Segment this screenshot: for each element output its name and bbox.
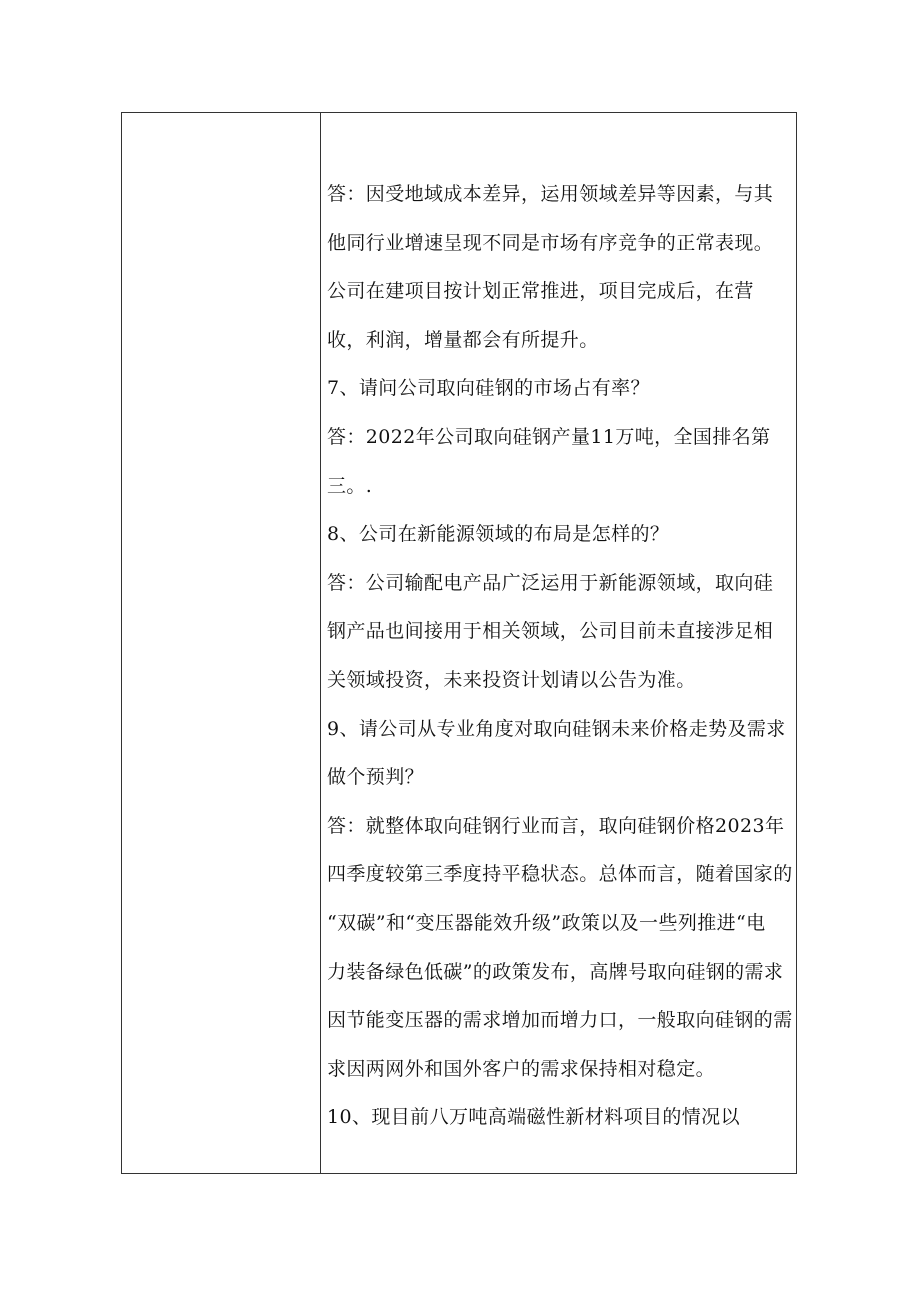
text-line: 力装备绿色低碳”的政策发布，高牌号取向硅钢的需求	[327, 960, 784, 983]
text-line: 收，利润，增量都会有所提升。	[327, 328, 599, 351]
text-line: 三。.	[327, 474, 373, 497]
text-line: 关领域投资，未来投资计划请以公告为准。	[327, 668, 696, 691]
table-left-cell	[122, 113, 321, 1173]
text-line: 答：2022年公司取向硅钢产量11万吨，全国排名第	[327, 425, 771, 448]
question-line: 10、现目前八万吨高端磁性新材料项目的情况以	[327, 1106, 740, 1129]
text-line: 答：公司输配电产品广泛运用于新能源领域，取向硅	[327, 571, 774, 594]
qa-table	[121, 112, 797, 1174]
text-line: 求因两网外和国外客户的需求保持相对稳定。	[327, 1057, 716, 1080]
text-line: 四季度较第三季度持平稳状态。总体而言，随着国家的	[327, 863, 793, 886]
question-line: 9、请公司从专业角度对取向硅钢未来价格走势及需求	[327, 717, 786, 740]
text-line: 公司在建项目按计划正常推进，项目完成后，在营	[327, 280, 754, 303]
text-line: 他同行业增速呈现不同是市场有序竞争的正常表现。	[327, 231, 774, 254]
question-line: 7、请问公司取向硅钢的市场占有率？	[327, 377, 650, 400]
text-line: 钢产品也间接用于相关领域，公司目前未直接涉足相	[327, 620, 774, 643]
text-line: 答：就整体取向硅钢行业而言，取向硅钢价格2023年	[327, 814, 785, 837]
table-right-cell	[322, 113, 796, 1173]
qa-text-block	[327, 175, 799, 1147]
text-line: “双碳”和“变压器能效升级”政策以及一些列推进“电	[327, 911, 766, 934]
question-line: 做个预判？	[327, 766, 425, 789]
question-line: 8、公司在新能源领域的布局是怎样的？	[327, 523, 670, 546]
text-line: 因节能变压器的需求增加而增力口，一般取向硅钢的需	[327, 1009, 793, 1032]
text-line: 答：因受地域成本差异，运用领域差异等因素，与其	[327, 183, 774, 205]
